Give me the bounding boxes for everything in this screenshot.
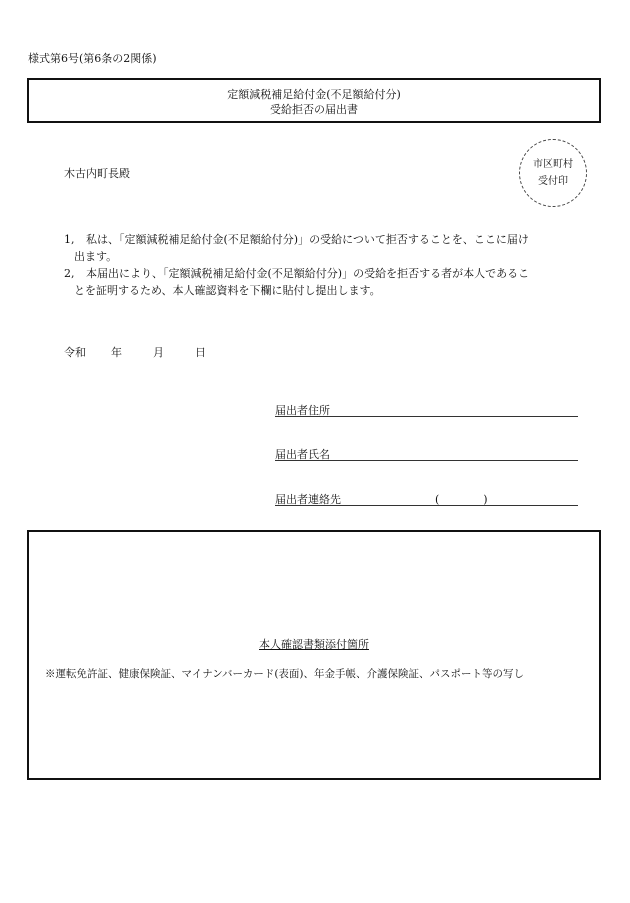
name-field[interactable] xyxy=(275,446,578,461)
clause-1-number: 1, xyxy=(64,233,75,246)
date-year: 年 xyxy=(111,346,122,359)
attachment-title-text: 本人確認書類添付箇所 xyxy=(259,638,369,651)
title-line-2: 受給拒否の届出書 xyxy=(270,103,358,116)
reception-stamp-area xyxy=(519,139,587,207)
clause-1 xyxy=(64,231,584,265)
contact-parentheses: ( ) xyxy=(435,493,488,506)
stamp-line-2: 受付印 xyxy=(538,176,568,187)
title-box xyxy=(27,78,601,123)
attachment-note: ※運転免許証、健康保険証、マイナンバーカード(表面)、年金手帳、介護保険証、パスポート等の写し xyxy=(45,668,525,680)
clause-2 xyxy=(64,265,584,299)
name-label: 届出者氏名 xyxy=(275,448,330,461)
clause-1-line-2: 出ます。 xyxy=(74,250,118,263)
clause-2-line-1: 本届出により、「定額減税補足給付金(不足額給付分)」の受給を拒否する者が本人であるこ xyxy=(86,267,530,280)
date-line xyxy=(64,344,206,360)
id-document-attachment-area xyxy=(27,530,601,780)
stamp-line-1: 市区町村 xyxy=(533,159,573,170)
contact-label: 届出者連絡先 xyxy=(275,493,341,506)
form-number: 様式第6号(第6条の2関係) xyxy=(28,52,157,65)
date-era: 令和 xyxy=(64,346,86,359)
contact-field[interactable] xyxy=(275,491,578,506)
date-day: 日 xyxy=(195,346,206,359)
clause-2-number: 2, xyxy=(64,267,75,280)
address-label: 届出者住所 xyxy=(275,404,330,417)
title-line-1: 定額減税補足給付金(不足額給付分) xyxy=(227,88,401,101)
addressee: 木古内町長殿 xyxy=(64,167,130,180)
clause-2-line-2: とを証明するため、本人確認資料を下欄に貼付し提出します。 xyxy=(74,284,381,297)
date-month: 月 xyxy=(153,346,164,359)
attachment-title xyxy=(29,636,599,652)
clause-1-line-1: 私は、「定額減税補足給付金(不足額給付分)」の受給について拒否することを、ここに届け xyxy=(86,233,529,246)
address-field[interactable] xyxy=(275,402,578,417)
